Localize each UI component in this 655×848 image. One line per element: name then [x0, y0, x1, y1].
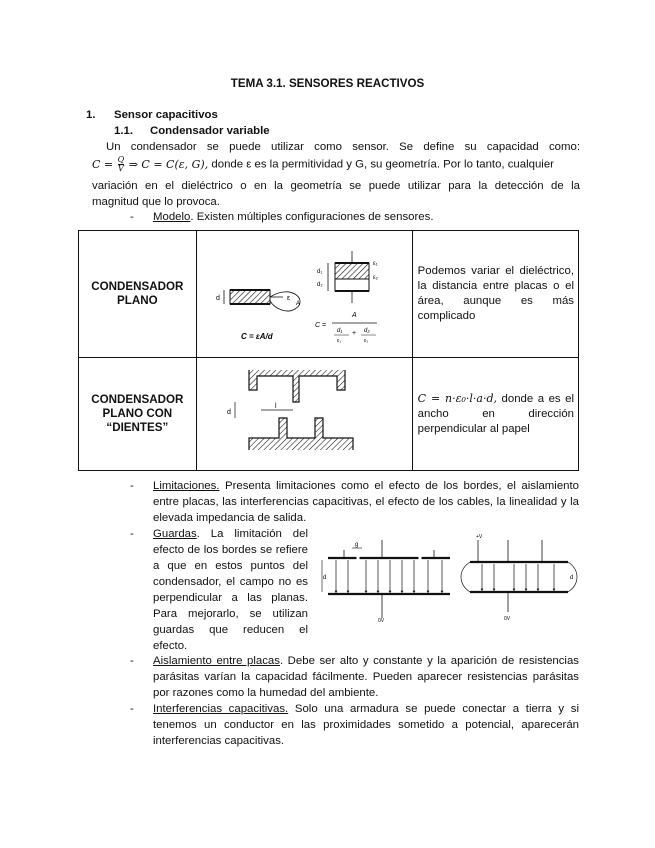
- label-distance-right: d: [570, 575, 574, 581]
- bullet-dash: -: [130, 655, 134, 667]
- row-name: CONDENSADOR PLANO CON “DIENTES”: [79, 358, 197, 471]
- row-name: CONDENSADOR PLANO: [79, 231, 197, 358]
- label-plus-volt: +V: [476, 534, 483, 540]
- intro-line-1: Un condensador se puede utilizar como sensor. Se define su capacidad como:: [106, 141, 580, 153]
- modelo-text: . Existen múltiples configuraciones de sensores.: [190, 211, 434, 223]
- row-description: Podemos variar el dieléctrico, la distancia entre placas o el área, aunque es más complicado: [412, 231, 578, 358]
- interferencias-label: Interferencias capacitivas.: [153, 703, 289, 715]
- interferencias-bullet: [153, 701, 579, 749]
- limitaciones-bullet: [153, 478, 579, 526]
- page-title: TEMA 3.1. SENSORES REACTIVOS: [230, 77, 425, 90]
- aislamiento-text: . Debe ser alto y constante y la aparición de resistencias parásitas varían la capacidad fácilmente. Pueden aparecer resistencias parásitas por razones como la humedad del ambiente.: [153, 655, 579, 699]
- label-plate-distance: d: [323, 575, 327, 581]
- capacitance-equation: C = $\frac{Q}{V}$ ⇒ C = C(ε, G),: [92, 155, 209, 173]
- table-row: [79, 231, 579, 358]
- modelo-bullet: [153, 209, 433, 225]
- aislamiento-label: Aislamiento entre placas: [153, 655, 280, 667]
- limitaciones-label: Limitaciones.: [153, 480, 220, 492]
- intro-line-2-text: donde ε es la permitividad y G, su geometría. Por lo tanto, cualquier: [211, 158, 554, 171]
- bullet-dash: -: [130, 528, 134, 540]
- bullet-dash: -: [130, 480, 134, 492]
- formula-e2: ε₂: [363, 338, 368, 344]
- bullet-dash: -: [130, 703, 134, 715]
- formula-numerator: A: [351, 312, 357, 319]
- guardas-bullet: [153, 526, 308, 654]
- label-zero-volt: 0V: [378, 618, 385, 624]
- label-guard-gap: g: [355, 542, 359, 548]
- subsection-heading: [114, 123, 270, 139]
- aislamiento-bullet: [153, 653, 579, 701]
- formula-d2: d₂: [363, 328, 370, 334]
- sensor-models-table: [78, 230, 579, 471]
- limitaciones-text: Presenta limitaciones como el efecto de los bordes, el aislamiento entre placas, las interferencias capacitivas, el efecto de los cables, la linealidad y la elevada impedancia de salida.: [153, 480, 579, 524]
- guardas-text: . La limitación del efecto de los bordes se refiere a que en estos puntos del condensador, el campo no es perpendicular a las planas. Para mejorarlo, se utilizan guardas que reducen el efecto.: [153, 528, 308, 652]
- intro-line-4: magnitud que lo provoca.: [92, 196, 220, 208]
- label-gap-d: d: [226, 409, 231, 416]
- label-d2: d₂: [316, 282, 323, 288]
- row-description: C = n·ε₀·l·a·d, donde a es el ancho en dirección perpendicular al papel: [412, 358, 578, 471]
- teeth-capacitor-diagram: [197, 358, 412, 465]
- plane-capacitor-diagram: [197, 231, 412, 352]
- label-zero-volt-right: 0V: [504, 616, 511, 622]
- teeth-capacitor-figure: [196, 358, 412, 471]
- label-e1: ε₁: [372, 261, 378, 267]
- formula-d1: d₁: [336, 328, 342, 334]
- label-length-l: l: [274, 403, 277, 410]
- section-number: 1.: [86, 109, 96, 121]
- interferencias-text: Solo una armadura se puede conectar a tierra y si tenemos un conductor en las proximidades sometido a potencial, aparecerán interferencias capacitivas.: [153, 703, 579, 747]
- label-epsilon: ε: [286, 295, 290, 302]
- label-d: d: [215, 295, 220, 302]
- label-d1: d₁: [316, 269, 323, 275]
- teeth-formula: C = n·ε₀·l·a·d,: [417, 392, 498, 405]
- bullet-dash: -: [130, 211, 134, 223]
- label-area: A: [295, 301, 300, 307]
- subsection-number: 1.1.: [114, 125, 133, 137]
- formula-c-label: C =: [314, 322, 326, 329]
- intro-line-3: variación en el dieléctrico o en la geometría se puede utilizar para la detección de la: [92, 180, 580, 192]
- svg-text:+: +: [351, 330, 356, 337]
- q-over-v-fraction: $\frac{Q}{V}$: [117, 155, 125, 173]
- label-e2: ε₂: [372, 275, 378, 281]
- plane-capacitor-figure: [196, 231, 412, 358]
- modelo-label: Modelo: [153, 211, 191, 223]
- formula-c-plane: C = εA/d: [240, 332, 273, 341]
- intro-line-2: [92, 156, 580, 176]
- section-heading: [86, 107, 218, 123]
- section-title: Sensor capacitivos: [114, 109, 218, 121]
- table-row: [79, 358, 579, 471]
- guardas-label: Guardas: [153, 528, 197, 540]
- formula-e1: ε₁: [336, 338, 341, 344]
- subsection-title: Condensador variable: [150, 125, 270, 137]
- guard-ring-figure: [318, 532, 580, 624]
